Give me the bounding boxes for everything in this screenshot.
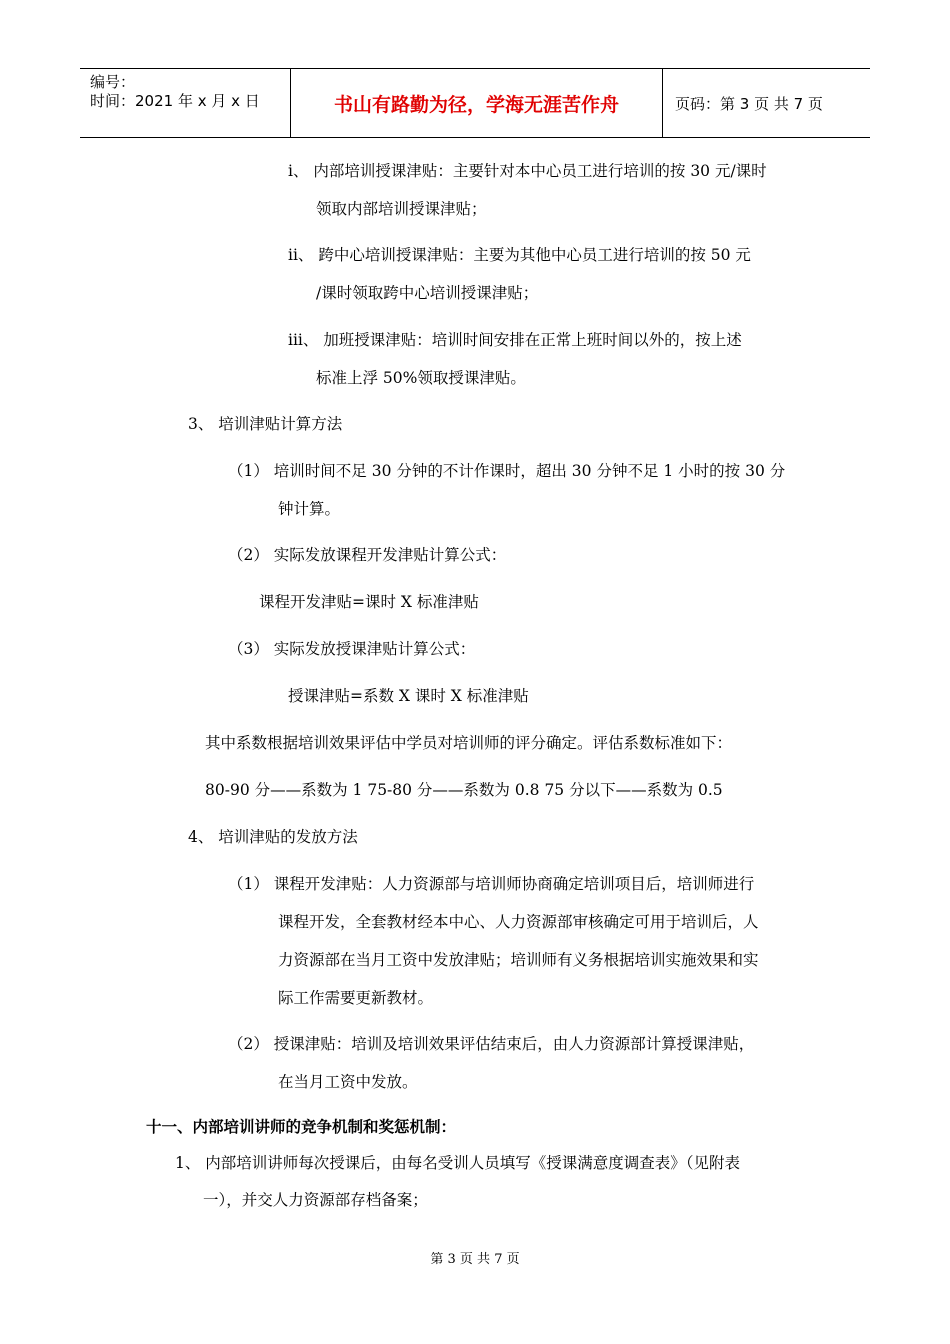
body-line: 一），并交人力资源部存档备案； bbox=[203, 1191, 428, 1209]
body-line: 课程开发，全套教材经本中心、人力资源部审核确定可用于培训后，人 bbox=[278, 913, 759, 931]
body-line: /课时领取跨中心培训授课津贴； bbox=[316, 284, 539, 302]
header-page-info: 页码：第 3 页 共 7 页 bbox=[675, 94, 823, 113]
body-line: iii、 加班授课津贴：培训时间安排在正常上班时间以外的，按上述 bbox=[288, 331, 742, 349]
body-line: 际工作需要更新教材。 bbox=[278, 989, 434, 1007]
body-line: 领取内部培训授课津贴； bbox=[316, 200, 487, 218]
body-line: 标准上浮 50%领取授课津贴。 bbox=[316, 369, 526, 387]
body-line: 1、 内部培训讲师每次授课后，由每名受训人员填写《授课满意度调查表》（见附表 bbox=[175, 1154, 741, 1172]
section-heading: 4、 培训津贴的发放方法 bbox=[188, 828, 358, 846]
body-line: 力资源部在当月工资中发放津贴；培训师有义务根据培训实施效果和实 bbox=[278, 951, 759, 969]
coefficient-standards: 80-90 分——系数为 1 75-80 分——系数为 0.8 75 分以下——系数为 0.5 bbox=[205, 781, 723, 799]
page-footer: 第 3 页 共 7 页 bbox=[430, 1252, 520, 1267]
body-line: （1） 课程开发津贴：人力资源部与培训师协商确定培训项目后，培训师进行 bbox=[228, 875, 755, 893]
page-header bbox=[80, 68, 870, 138]
section-heading: 3、 培训津贴计算方法 bbox=[188, 415, 343, 433]
document-number: 编号： bbox=[90, 73, 136, 91]
document-date: 时间：2021 年 x 月 x 日 bbox=[90, 92, 260, 110]
formula: 授课津贴=系数 X 课时 X 标准津贴 bbox=[288, 687, 529, 705]
body-line: （1） 培训时间不足 30 分钟的不计作课时，超出 30 分钟不足 1 小时的按 30 分 bbox=[228, 462, 786, 480]
body-line: （3） 实际发放授课津贴计算公式： bbox=[228, 640, 476, 658]
body-line: （2） 授课津贴：培训及培训效果评估结束后，由人力资源部计算授课津贴， bbox=[228, 1035, 755, 1053]
body-line: （2） 实际发放课程开发津贴计算公式： bbox=[228, 546, 507, 564]
body-line: 钟计算。 bbox=[278, 500, 341, 518]
body-line: ii、 跨中心培训授课津贴：主要为其他中心员工进行培训的按 50 元 bbox=[288, 246, 751, 264]
body-line: 在当月工资中发放。 bbox=[278, 1073, 418, 1091]
header-motto: 书山有路勤为径，学海无涯苦作舟 bbox=[291, 69, 663, 137]
body-line: i、 内部培训授课津贴：主要针对本中心员工进行培训的按 30 元/课时 bbox=[288, 162, 767, 180]
body-line: 其中系数根据培训效果评估中学员对培训师的评分确定。评估系数标准如下： bbox=[205, 734, 733, 752]
formula: 课程开发津贴=课时 X 标准津贴 bbox=[259, 593, 479, 611]
header-meta bbox=[80, 69, 291, 137]
chapter-heading: 十一、内部培训讲师的竞争机制和奖惩机制： bbox=[146, 1118, 457, 1136]
